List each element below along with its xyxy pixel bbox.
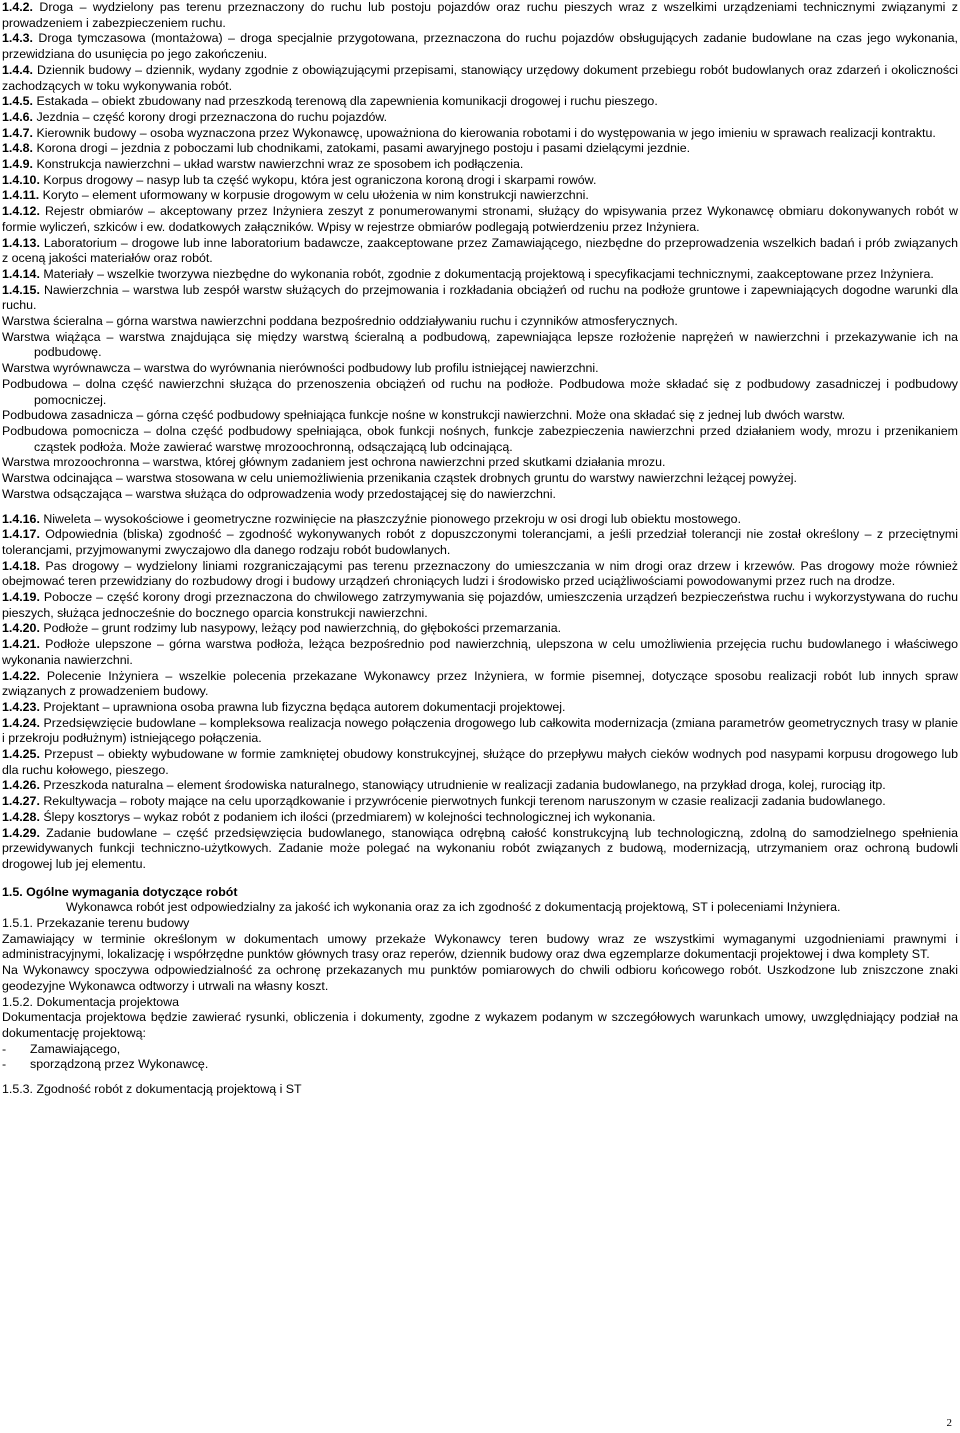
entry-text: Zadanie budowlane – część przedsięwzięcia budowlanego, stanowiąca odrębną całość konstrukcyjną lub technologiczną, zdolną do samodzielnego spełnienia przewidywanych funkcji techniczno-użytkowych. Zadanie może polegać na wykonaniu robót związanych z budową, modernizacją, utrzymaniem oraz ochroną budowli drogowej lub jej elementu. [2,825,958,871]
paragraph: Dokumentacja projektowa będzie zawierać rysunki, obliczenia i dokumenty, zgodne z wykazem podanym w szczegółowych warunkach umowy, uwzględniający podział na dokumentację projektową: [2,1010,958,1040]
definition-entry [2,0,958,31]
definition-entry [2,700,958,716]
spacer [2,503,958,512]
entry-text: Droga tymczasowa (montażowa) – droga specjalnie przygotowana, przeznaczona do ruchu pojazdów obsługujących zadanie budowlane na czas jego wykonania, przewidziana do usunięcia po jego zakończeniu. [2,31,958,62]
section-heading-1-5: 1.5. Ogólne wymagania dotyczące robót [2,884,238,899]
definition-entry [2,126,958,142]
definition-entry [2,236,958,267]
entry-number: 1.4.4. [2,62,34,77]
entry-text: Odpowiednia (bliska) zgodność – zgodność wykonywanych robót z dopuszczonymi tolerancjami, a jeśli przedział tolerancji nie został określony – z przeciętnymi tolerancjami, przyjmowanymi zwyczajowo dla danego rodzaju robót budowlanych. [2,527,958,557]
definition-entry [2,794,958,810]
layer-definition: Podbudowa – dolna część nawierzchni służąca do przenoszenia obciążeń od ruchu na podłoże. Podbudowa może składać się z podbudowy zasadniczej i podbudowy pomocniczej. [2,376,958,407]
entry-number: 1.4.13. [2,235,40,250]
layer-definition: Warstwa mrozoochronna – warstwa, której głównym zadaniem jest ochrona nawierzchni przed skutkami działania mrozu. [2,455,666,470]
entry-text: Przeszkoda naturalna – element środowiska naturalnego, stanowiący utrudnienie w realizacji zadania budowlanego, na przykład droga, kolej, rurociąg itp. [43,778,886,793]
entry-number: 1.4.11. [2,188,40,203]
entry-number: 1.4.22. [2,668,40,683]
paragraph: Na Wykonawcy spoczywa odpowiedzialność za ochronę przekazanych mu punktów pomiarowych do chwili odbioru końcowego robót. Uszkodzone lub zniszczone znaki geodezyjne Wykonawca odtworzy i utrwali na własny koszt. [2,963,958,993]
definition-entry [2,267,958,283]
definition-entry [2,94,958,110]
entry-number: 1.4.17. [2,527,40,542]
entry-text: Przepust – obiekty wybudowane w formie zamkniętej obudowy konstrukcyjnej, służące do przepływu małych cieków wodnych pod nasypami korpusu drogowego lub dla ruchu kołowego, pieszego. [2,747,958,777]
entry-number: 1.4.3. [2,31,34,46]
definition-entry [2,31,958,62]
definition-entry [2,669,958,700]
definitions-list-2 [2,512,958,873]
definition-entry [2,716,958,747]
entry-number: 1.4.23. [2,699,40,714]
entry-text: Estakada – obiekt zbudowany nad przeszkodą terenową dla zapewnienia komunikacji drogowej i ruchu pieszego. [36,94,658,109]
entry-number: 1.4.8. [2,141,34,156]
entry-text: Podłoże – grunt rodzimy lub nasypowy, leżący pod nawierzchnią, do głębokości przemarzania. [43,621,562,636]
definition-entry [2,173,958,189]
definition-entry [2,590,958,621]
definitions-list-1 [2,0,958,314]
definition-entry [2,110,958,126]
paragraph: Zamawiający w terminie określonym w dokumentach umowy przekaże Wykonawcy teren budowy wraz ze wszystkimi wymaganymi uzgodnieniami prawnymi i administracyjnymi, lokalizację i współrzędne punktów głównych trasy oraz reperów, dziennik budowy oraz dwa egzemplarze dokumentacji projektowej i dwa komplety ST. [2,931,958,962]
entry-text: Laboratorium – drogowe lub inne laboratorium badawcze, zaakceptowane przez Zamawiającego, niezbędne do przeprowadzenia wszelkich badań i prób związanych z oceną jakości materiałów oraz robót. [2,235,958,266]
definition-entry [2,512,958,528]
entry-text: Ślepy kosztorys – wykaz robót z podaniem ich ilości (przedmiarem) w kolejności technologicznej ich wykonania. [43,809,656,824]
entry-number: 1.4.12. [2,204,40,219]
definition-entry [2,141,958,157]
definition-entry [2,283,958,314]
entry-number: 1.4.18. [2,558,40,573]
layer-definitions [2,314,958,502]
entry-number: 1.4.6. [2,109,34,124]
entry-text: Pobocze – część korony drogi przeznaczona do chwilowego zatrzymywania się pojazdów, umieszczenia urządzeń bezpieczeństwa ruchu i wykorzystywana do ruchu pieszych, służąca jednocześnie do bocznego oparcia konstrukcji nawierzchni. [2,590,959,620]
definition-entry [2,527,958,558]
page-number: 2 [946,1417,952,1429]
entry-number: 1.4.26. [2,778,40,793]
entry-text: Kierownik budowy – osoba wyznaczona przez Wykonawcę, upoważniona do kierowania robotami i do występowania w jego imieniu w sprawach realizacji kontraktu. [36,125,936,140]
entry-number: 1.4.2. [2,0,34,14]
entry-text: Konstrukcja nawierzchni – układ warstw nawierzchni wraz ze sposobem ich podłączenia. [36,157,524,172]
entry-text: Droga – wydzielony pas terenu przeznaczony do ruchu lub postoju pojazdów oraz ruchu pieszych wraz z wszelkimi urządzeniami technicznymi związanymi z prowadzeniem i zabezpieczeniem ruchu. [2,0,958,30]
entry-text: Korona drogi – jezdnia z poboczami lub chodnikami, zatokami, pasami awaryjnego postoju i pasami dzielącymi jezdnie. [36,141,691,156]
entry-text: Jezdnia – część korony drogi przeznaczona do ruchu pojazdów. [36,109,388,124]
spacer [2,873,958,885]
entry-number: 1.4.19. [2,590,40,605]
entry-number: 1.4.9. [2,157,34,172]
list-marker: - [2,1041,7,1056]
list-item [2,1057,958,1073]
entry-number: 1.4.7. [2,125,34,140]
entry-number: 1.4.27. [2,794,40,809]
list-item-text: Zamawiającego, [30,1041,121,1056]
entry-number: 1.4.20. [2,621,40,636]
definition-entry [2,747,958,778]
entry-text: Niweleta – wysokościowe i geometryczne rozwinięcie na płaszczyźnie pionowego przekroju w osi drogi lub obiektu mostowego. [43,511,742,526]
definition-entry [2,559,958,590]
entry-number: 1.4.21. [2,637,40,652]
entry-text: Rejestr obmiarów – akceptowany przez Inżyniera zeszyt z ponumerowanymi stronami, służący do wpisywania przez Wykonawcę obmiaru dokonywanych robót w formie wyliczeń, szkiców i ew. dodatkowych załączników. Wpisy w rejestrze obmiarów podlegają potwierdzeniu przez Inżyniera. [2,204,958,234]
list-item [2,1042,958,1058]
entry-text: Projektant – uprawniona osoba prawna lub fizyczna będąca autorem dokumentacji projektowej. [43,699,566,714]
entry-text: Dziennik budowy – dziennik, wydany zgodnie z obowiązującymi przepisami, stanowiący urzędowy dokument przebiegu robót budowlanych oraz zdarzeń i okoliczności zachodzących w toku wykonywania robót. [2,62,958,93]
entry-text: Materiały – wszelkie tworzywa niezbędne do wykonania robót, zgodnie z dokumentacją projektową i specyfikacjami technicznymi, zaakceptowane przez Inżyniera. [43,266,934,281]
section-intro: Wykonawca robót jest odpowiedzialny za jakość ich wykonania oraz za ich zgodność z dokumentacją projektową, ST i poleceniami Inżyniera. [66,900,841,915]
definition-entry [2,826,958,873]
entry-number: 1.4.5. [2,94,34,109]
layer-definition: Warstwa wiążąca – warstwa znajdująca się między warstwą ścieralną a podbudową, zapewniająca lepsze rozłożenie naprężeń w nawierzchni i przekazywanie ich na podbudowę. [2,329,958,360]
entry-text: Podłoże ulepszone – górna warstwa podłoża, leżąca bezpośrednio pod nawierzchnią, ulepszona w celu umożliwienia przejęcia ruchu budowlanego i właściwego wykonania nawierzchni. [2,637,958,667]
subsection-heading-1-5-2: 1.5.2. Dokumentacja projektowa [2,994,180,1009]
subsection-heading-1-5-3: 1.5.3. Zgodność robót z dokumentacją projektową i ST [2,1082,302,1097]
layer-definition: Warstwa wyrównawcza – warstwa do wyrównania nierówności podbudowy lub profilu istniejącej nawierzchni. [2,361,599,376]
entry-number: 1.4.24. [2,715,40,730]
entry-text: Koryto – element uformowany w korpusie drogowym w celu ułożenia w nim konstrukcji nawierzchni. [42,188,589,203]
spacer [2,1073,958,1082]
entry-text: Korpus drogowy – nasyp lub ta część wykopu, która jest ograniczona koroną drogi i skarpami rowów. [43,172,597,187]
entry-number: 1.4.14. [2,266,40,281]
entry-text: Przedsięwzięcie budowlane – kompleksowa realizacja nowego połączenia drogowego lub całkowita modernizacja (zmiana parametrów geometrycznych trasy w planie i przekroju podłużnym) istniejącego połączenia. [2,715,958,746]
entry-number: 1.4.16. [2,511,40,526]
entry-number: 1.4.25. [2,747,40,762]
entry-number: 1.4.29. [2,825,40,840]
layer-definition: Warstwa odsączająca – warstwa służąca do odprowadzenia wody przedostającej się do nawierzchni. [2,486,556,501]
list-marker: - [2,1057,7,1072]
subsection-heading-1-5-1: 1.5.1. Przekazanie terenu budowy [2,916,190,931]
definition-entry [2,63,958,94]
layer-definition: Podbudowa pomocnicza – dolna część podbudowy spełniająca, obok funkcji nośnych, funkcje zabezpieczenia nawierzchni przed działaniem wody, mrozu i przenikaniem cząstek podłoża. Może zawierać warstwę mrozoochronną, odsączającą lub odcinającą. [2,423,958,454]
definition-entry [2,778,958,794]
definition-entry [2,188,958,204]
layer-definition: Warstwa ścieralna – górna warstwa nawierzchni poddana bezpośrednio oddziaływaniu ruchu i czynników atmosferycznych. [2,314,678,329]
entry-number: 1.4.10. [2,172,40,187]
definition-entry [2,637,958,668]
definition-entry [2,204,958,235]
entry-number: 1.4.15. [2,282,40,297]
definition-entry [2,810,958,826]
definition-entry [2,621,958,637]
entry-text: Pas drogowy – wydzielony liniami rozgraniczającymi pas terenu przeznaczony do umieszczania w nim drogi oraz drzew i krzewów. Pas drogowy może również obejmować teren przewidziany do rozbudowy drogi i budowy urządzeń chroniących ludzi i środowisko przed uciążliwościami powodowanymi przez ruch na drodze. [2,558,958,589]
entry-number: 1.4.28. [2,809,40,824]
layer-definition: Podbudowa zasadnicza – górna część podbudowy spełniająca funkcje nośne w konstrukcji nawierzchni. Może ona składać się z jednej lub dwóch warstw. [2,408,846,423]
entry-text: Rekultywacja – roboty mające na celu uporządkowanie i przywrócenie pierwotnych funkcji terenom naruszonym w czasie realizacji zadania budowlanego. [43,794,886,809]
entry-text: Polecenie Inżyniera – wszelkie polecenia przekazane Wykonawcy przez Inżyniera, w formie pisemnej, dotyczące sposobu realizacji robót lub innych spraw związanych z prowadzeniem budowy. [2,668,958,699]
definition-entry [2,157,958,173]
list-item-text: sporządzoną przez Wykonawcę. [30,1057,209,1072]
layer-definition: Warstwa odcinająca – warstwa stosowana w celu uniemożliwienia przenikania cząstek drobnych gruntu do warstwy nawierzchni leżącej powyżej. [2,471,797,486]
entry-text: Nawierzchnia – warstwa lub zespół warstw służących do przejmowania i rozkładania obciążeń od ruchu na podłoże gruntowe i zapewniających dogodne warunki dla ruchu. [2,282,958,313]
